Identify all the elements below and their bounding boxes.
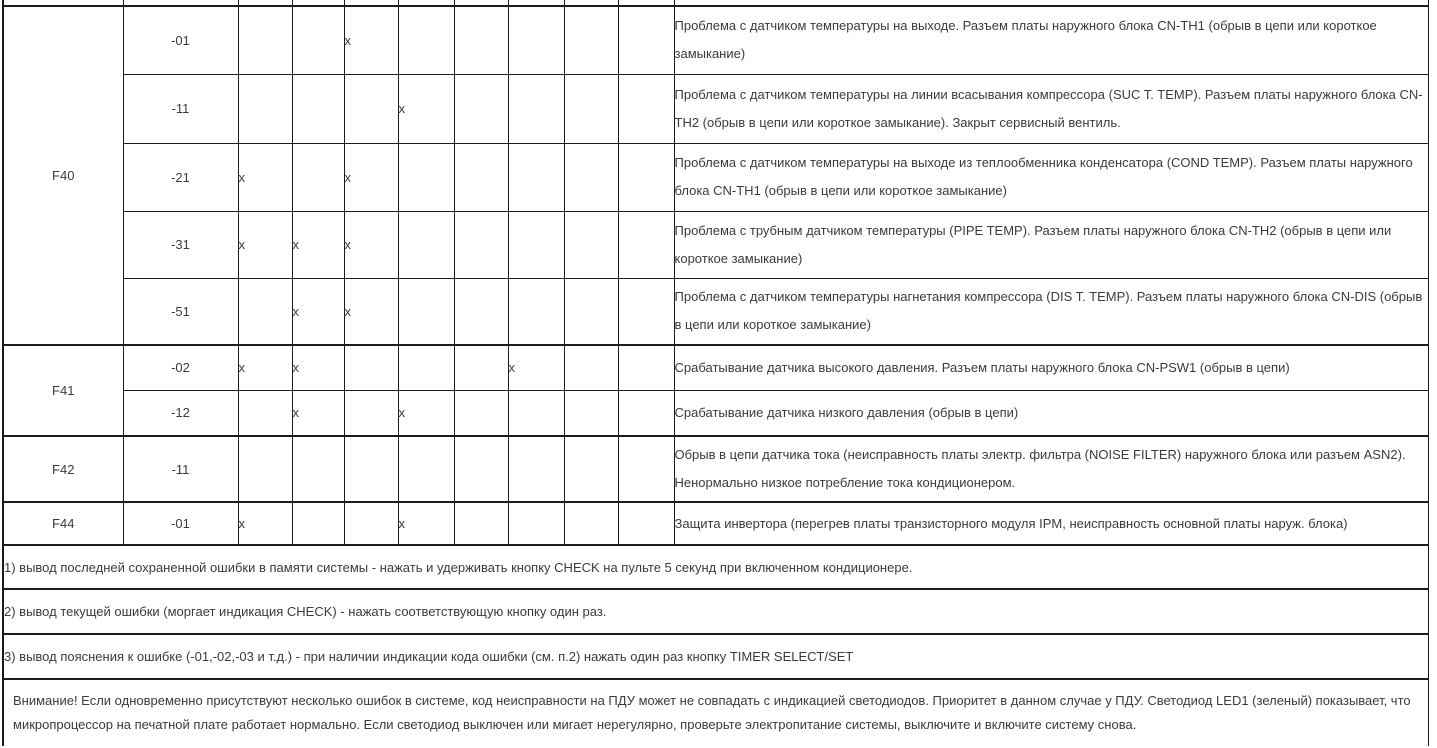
table-row-f41-12 <box>3 390 1429 436</box>
indicator-cell: x <box>344 278 398 345</box>
description-cell: Обрыв в цепи датчика тока (неисправность платы электр. фильтра (NOISE FILTER) наружного блока или разъем ASN2). Ненормально низкое потребление тока кондиционером. <box>674 436 1429 502</box>
sub-code-cell: -21 <box>123 143 238 211</box>
note-text: 2) вывод текущей ошибки (моргает индикация CHECK) - нажать соответствующую кнопку один раз. <box>3 589 1429 634</box>
indicator-cell <box>564 345 618 390</box>
indicator-cell <box>292 436 344 502</box>
error-code-cell: F40 <box>3 6 123 345</box>
indicator-cell <box>344 390 398 436</box>
indicator-cell <box>454 278 508 345</box>
indicator-cell <box>618 278 674 345</box>
sub-code-cell: -01 <box>123 6 238 74</box>
sub-code-cell: -31 <box>123 211 238 278</box>
table-row-f40-31 <box>3 211 1429 278</box>
sub-code-cell: -02 <box>123 345 238 390</box>
indicator-cell <box>454 143 508 211</box>
indicator-cell <box>398 211 454 278</box>
indicator-cell: x <box>292 211 344 278</box>
indicator-cell <box>564 436 618 502</box>
indicator-cell <box>454 436 508 502</box>
indicator-cell: x <box>344 211 398 278</box>
note-row-1 <box>3 545 1429 589</box>
indicator-cell <box>292 6 344 74</box>
table-row-f44-01 <box>3 502 1429 545</box>
indicator-cell <box>508 6 564 74</box>
indicator-cell <box>238 390 292 436</box>
error-code-cell: F44 <box>3 502 123 545</box>
indicator-cell: x <box>292 345 344 390</box>
description-cell: Защита инвертора (перегрев платы транзисторного модуля IPM, неисправность основной платы наруж. блока) <box>674 502 1429 545</box>
indicator-cell <box>344 74 398 143</box>
indicator-cell <box>238 278 292 345</box>
indicator-cell: x <box>398 502 454 545</box>
indicator-cell <box>454 390 508 436</box>
indicator-cell <box>564 74 618 143</box>
indicator-cell: x <box>238 211 292 278</box>
note-row-3 <box>3 634 1429 679</box>
indicator-cell <box>618 436 674 502</box>
description-cell: Срабатывание датчика высокого давления. Разъем платы наружного блока CN-PSW1 (обрыв в цепи) <box>674 345 1429 390</box>
indicator-cell <box>508 143 564 211</box>
indicator-cell <box>454 74 508 143</box>
sub-code-cell: -12 <box>123 390 238 436</box>
indicator-cell: x <box>508 345 564 390</box>
indicator-cell <box>398 143 454 211</box>
indicator-cell <box>508 74 564 143</box>
indicator-cell <box>618 74 674 143</box>
indicator-cell <box>344 436 398 502</box>
indicator-cell <box>238 6 292 74</box>
indicator-cell <box>292 502 344 545</box>
table-row-f42-11 <box>3 436 1429 502</box>
indicator-cell <box>508 502 564 545</box>
indicator-cell: x <box>398 74 454 143</box>
indicator-cell <box>238 436 292 502</box>
indicator-cell <box>508 278 564 345</box>
indicator-cell: x <box>344 143 398 211</box>
note-text: 1) вывод последней сохраненной ошибки в памяти системы - нажать и удерживать кнопку CHECK на пульте 5 секунд при включенном кондиционере. <box>3 545 1429 589</box>
description-cell: Проблема с датчиком температуры на линии всасывания компрессора (SUC T. TEMP). Разъем платы наружного блока CN-TH2 (обрыв в цепи или короткое замыкание). Закрыт сервисный вентиль. <box>674 74 1429 143</box>
table-row-f41-02 <box>3 345 1429 390</box>
indicator-cell <box>398 436 454 502</box>
note-row-2 <box>3 589 1429 634</box>
indicator-cell <box>564 6 618 74</box>
warning-text: Внимание! Если одновременно присутствуют несколько ошибок в системе, код неисправности на ПДУ может не совпадать с индикацией светодиодов. Приоритет в данном случае у ПДУ. Светодиод LED1 (зеленый) показывает, что микропроцессор на печатной плате работает нормально. Если светодиод выключен или мигает нерегулярно, проверьте электропитание системы, выключите и включите систему снова. <box>3 679 1429 746</box>
indicator-cell <box>618 345 674 390</box>
table-row-f40-11 <box>3 74 1429 143</box>
indicator-cell: x <box>344 6 398 74</box>
indicator-cell: x <box>398 390 454 436</box>
table-row-f40-51 <box>3 278 1429 345</box>
indicator-cell <box>398 345 454 390</box>
description-cell: Проблема с трубным датчиком температуры (PIPE TEMP). Разъем платы наружного блока CN-TH2 (обрыв в цепи или короткое замыкание) <box>674 211 1429 278</box>
error-code-cell: F41 <box>3 345 123 436</box>
indicator-cell: x <box>238 502 292 545</box>
indicator-cell <box>238 74 292 143</box>
sub-code-cell: -51 <box>123 278 238 345</box>
sub-code-cell: -11 <box>123 74 238 143</box>
indicator-cell <box>564 143 618 211</box>
description-cell: Срабатывание датчика низкого давления (обрыв в цепи) <box>674 390 1429 436</box>
sub-code-cell: -11 <box>123 436 238 502</box>
indicator-cell <box>292 143 344 211</box>
description-cell: Проблема с датчиком температуры на выходе из теплообменника конденсатора (COND TEMP). Разъем платы наружного блока CN-TH1 (обрыв в цепи или короткое замыкание) <box>674 143 1429 211</box>
indicator-cell <box>508 390 564 436</box>
indicator-cell <box>508 436 564 502</box>
note-text: 3) вывод пояснения к ошибке (-01,-02,-03 и т.д.) - при наличии индикации кода ошибки (см. п.2) нажать один раз кнопку TIMER SELECT/SET <box>3 634 1429 679</box>
indicator-cell: x <box>238 143 292 211</box>
description-cell: Проблема с датчиком температуры нагнетания компрессора (DIS T. TEMP). Разъем платы наружного блока CN-DIS (обрыв в цепи или короткое замыкание) <box>674 278 1429 345</box>
error-code-table <box>2 0 1429 746</box>
table-row-f40-21 <box>3 143 1429 211</box>
indicator-cell <box>344 502 398 545</box>
indicator-cell <box>618 6 674 74</box>
indicator-cell: x <box>292 278 344 345</box>
error-code-cell: F42 <box>3 436 123 502</box>
indicator-cell <box>454 211 508 278</box>
indicator-cell <box>292 74 344 143</box>
indicator-cell <box>398 6 454 74</box>
indicator-cell <box>398 278 454 345</box>
description-cell: Проблема с датчиком температуры на выходе. Разъем платы наружного блока CN-TH1 (обрыв в цепи или короткое замыкание) <box>674 6 1429 74</box>
warning-row <box>3 679 1429 746</box>
indicator-cell: x <box>292 390 344 436</box>
indicator-cell <box>618 502 674 545</box>
indicator-cell <box>454 345 508 390</box>
indicator-cell <box>618 143 674 211</box>
indicator-cell <box>564 390 618 436</box>
table-row-f40-01 <box>3 6 1429 74</box>
indicator-cell <box>564 211 618 278</box>
indicator-cell <box>564 278 618 345</box>
indicator-cell <box>344 345 398 390</box>
indicator-cell: x <box>238 345 292 390</box>
indicator-cell <box>454 6 508 74</box>
indicator-cell <box>508 211 564 278</box>
sub-code-cell: -01 <box>123 502 238 545</box>
indicator-cell <box>618 211 674 278</box>
indicator-cell <box>454 502 508 545</box>
indicator-cell <box>618 390 674 436</box>
indicator-cell <box>564 502 618 545</box>
